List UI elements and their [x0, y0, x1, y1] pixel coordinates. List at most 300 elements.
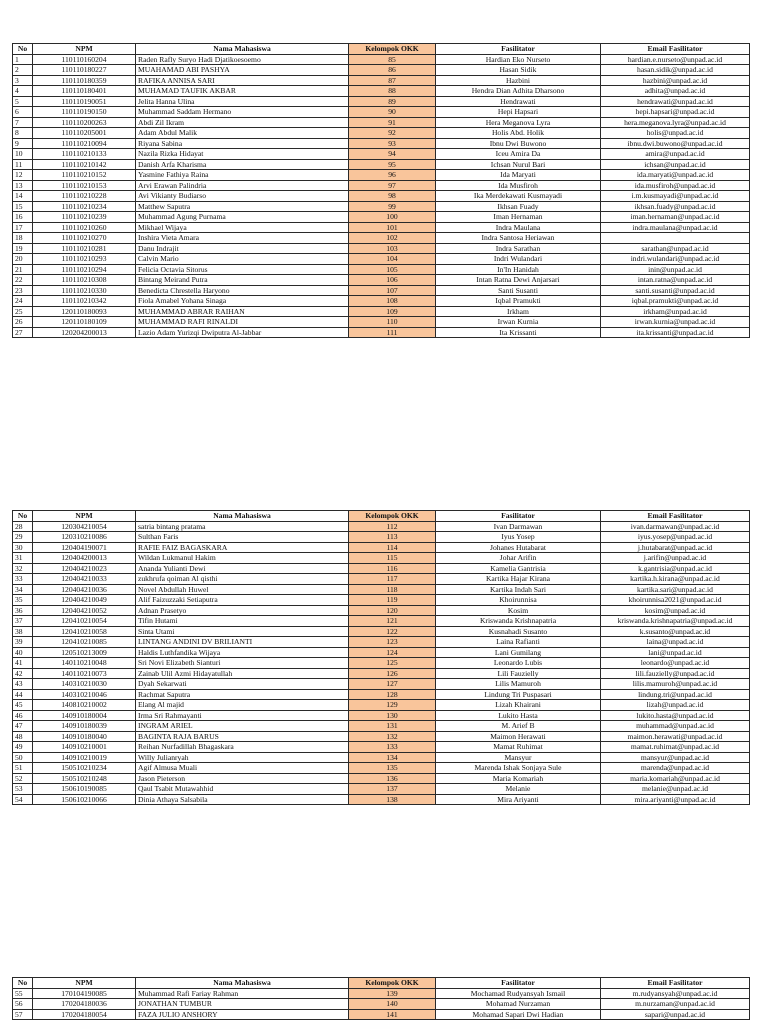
- cell-fasilitator: Ida Musfiroh: [436, 180, 601, 191]
- table-row: [13, 752, 750, 763]
- cell-npm: 110110160204: [33, 54, 136, 65]
- cell-email: m.rudyansyah@unpad.ac.id: [601, 988, 750, 999]
- cell-npm: 110110210294: [33, 264, 136, 275]
- cell-okk: 121: [349, 616, 436, 627]
- cell-fasilitator: Marenda Ishak Sonjaya Sule: [436, 763, 601, 774]
- cell-fasilitator: Indri Wulandari: [436, 254, 601, 265]
- cell-fasilitator: Kriswanda Krishnapatria: [436, 616, 601, 627]
- cell-email: sarathan@unpad.ac.id: [601, 243, 750, 254]
- cell-no: 16: [13, 212, 33, 223]
- cell-nama: Rachmat Saputra: [136, 689, 349, 700]
- cell-nama: Dinia Athaya Salsabila: [136, 794, 349, 805]
- cell-nama: Muhammad Rafi Fariay Rahman: [136, 988, 349, 999]
- cell-email: ibnu.dwi.buwono@unpad.ac.id: [601, 138, 750, 149]
- cell-okk: 135: [349, 763, 436, 774]
- cell-fasilitator: Laina Rafianti: [436, 637, 601, 648]
- cell-email: melanie@unpad.ac.id: [601, 784, 750, 795]
- cell-no: 56: [13, 999, 33, 1010]
- cell-nama: Sinta Utami: [136, 626, 349, 637]
- table-row: [13, 742, 750, 753]
- cell-nama: satria bintang pratama: [136, 521, 349, 532]
- cell-fasilitator: Kosim: [436, 605, 601, 616]
- cell-email: kartika.sari@unpad.ac.id: [601, 584, 750, 595]
- cell-no: 18: [13, 233, 33, 244]
- table-row: [13, 574, 750, 585]
- table-row: [13, 96, 750, 107]
- cell-no: 5: [13, 96, 33, 107]
- cell-npm: 110110210281: [33, 243, 136, 254]
- cell-npm: 170204180036: [33, 999, 136, 1010]
- cell-okk: 128: [349, 689, 436, 700]
- cell-nama: Inshira Vieta Amara: [136, 233, 349, 244]
- cell-email: ivan.darmawan@unpad.ac.id: [601, 521, 750, 532]
- cell-nama: Matthew Saputra: [136, 201, 349, 212]
- cell-fasilitator: M. Arief B: [436, 721, 601, 732]
- cell-okk: 117: [349, 574, 436, 585]
- cell-okk: 137: [349, 784, 436, 795]
- cell-fasilitator: Ida Maryati: [436, 170, 601, 181]
- cell-no: 21: [13, 264, 33, 275]
- cell-email: indri.wulandari@unpad.ac.id: [601, 254, 750, 265]
- cell-fasilitator: Lili Fauzielly: [436, 668, 601, 679]
- table-row: [13, 584, 750, 595]
- cell-no: 7: [13, 117, 33, 128]
- table-row: [13, 988, 750, 999]
- cell-no: 40: [13, 647, 33, 658]
- table-row: [13, 138, 750, 149]
- cell-fasilitator: Lizah Khairani: [436, 700, 601, 711]
- cell-fasilitator: Ivan Darmawan: [436, 521, 601, 532]
- cell-email: mira.ariyanti@unpad.ac.id: [601, 794, 750, 805]
- header-no: No: [13, 511, 33, 522]
- cell-email: intan.ratna@unpad.ac.id: [601, 275, 750, 286]
- cell-okk: 134: [349, 752, 436, 763]
- cell-no: 41: [13, 658, 33, 669]
- cell-npm: 120404190071: [33, 542, 136, 553]
- cell-email: inin@unpad.ac.id: [601, 264, 750, 275]
- cell-npm: 140910180040: [33, 731, 136, 742]
- cell-okk: 106: [349, 275, 436, 286]
- cell-no: 26: [13, 317, 33, 328]
- cell-fasilitator: Kartika Hajar Kirana: [436, 574, 601, 585]
- cell-nama: Willy Julianryah: [136, 752, 349, 763]
- cell-nama: MUHAMMAD ABRAR RAIHAN: [136, 306, 349, 317]
- table-row: [13, 689, 750, 700]
- cell-nama: Felicia Octavia Sitorus: [136, 264, 349, 275]
- cell-fasilitator: Holis Abd. Holik: [436, 128, 601, 139]
- cell-nama: Calvin Mario: [136, 254, 349, 265]
- table-row: [13, 784, 750, 795]
- cell-fasilitator: Iyus Yosep: [436, 532, 601, 543]
- cell-okk: 88: [349, 86, 436, 97]
- cell-nama: Benedicta Chrestella Haryono: [136, 285, 349, 296]
- cell-npm: 110110205001: [33, 128, 136, 139]
- cell-email: ichsan@unpad.ac.id: [601, 159, 750, 170]
- header-email: Email Fasilitator: [601, 978, 750, 989]
- cell-npm: 140310210030: [33, 679, 136, 690]
- cell-nama: Elang Al majid: [136, 700, 349, 711]
- cell-fasilitator: Intan Ratna Dewi Anjarsari: [436, 275, 601, 286]
- cell-nama: Mikhael Wijaya: [136, 222, 349, 233]
- cell-no: 33: [13, 574, 33, 585]
- table-row: [13, 65, 750, 76]
- cell-nama: Arvi Erawan Palindria: [136, 180, 349, 191]
- cell-email: ikhsan.fuady@unpad.ac.id: [601, 201, 750, 212]
- cell-no: 11: [13, 159, 33, 170]
- cell-npm: 120310210086: [33, 532, 136, 543]
- okk-table-1: [12, 43, 750, 338]
- cell-okk: 89: [349, 96, 436, 107]
- cell-npm: 110110210270: [33, 233, 136, 244]
- cell-nama: zukhrufa qoiman Al qisthi: [136, 574, 349, 585]
- cell-okk: 110: [349, 317, 436, 328]
- table-row: [13, 532, 750, 543]
- cell-npm: 110110210239: [33, 212, 136, 223]
- cell-email: mansyur@unpad.ac.id: [601, 752, 750, 763]
- cell-nama: JONATHAN TUMBUR: [136, 999, 349, 1010]
- table-row: [13, 700, 750, 711]
- cell-no: 52: [13, 773, 33, 784]
- cell-npm: 120410210058: [33, 626, 136, 637]
- cell-fasilitator: Lilis Mamuroh: [436, 679, 601, 690]
- cell-okk: 114: [349, 542, 436, 553]
- cell-email: iqbal.pramukti@unpad.ac.id: [601, 296, 750, 307]
- cell-no: 47: [13, 721, 33, 732]
- cell-no: 35: [13, 595, 33, 606]
- cell-fasilitator: Maimon Herawati: [436, 731, 601, 742]
- cell-email: adhita@unpad.ac.id: [601, 86, 750, 97]
- cell-email: kosim@unpad.ac.id: [601, 605, 750, 616]
- header-email: Email Fasilitator: [601, 511, 750, 522]
- cell-no: 17: [13, 222, 33, 233]
- table-row: [13, 222, 750, 233]
- cell-no: 31: [13, 553, 33, 564]
- cell-npm: 120404210036: [33, 584, 136, 595]
- cell-nama: BAGINTA RAJA BARUS: [136, 731, 349, 742]
- header-npm: NPM: [33, 511, 136, 522]
- cell-fasilitator: Ibnu Dwi Buwono: [436, 138, 601, 149]
- table-row: [13, 149, 750, 160]
- cell-okk: 122: [349, 626, 436, 637]
- header-fasilitator: Fasilitator: [436, 511, 601, 522]
- table-row: [13, 763, 750, 774]
- cell-okk: 139: [349, 988, 436, 999]
- cell-npm: 120404210049: [33, 595, 136, 606]
- cell-okk: 127: [349, 679, 436, 690]
- cell-no: 53: [13, 784, 33, 795]
- table-row: [13, 180, 750, 191]
- cell-email: leonardo@unpad.ac.id: [601, 658, 750, 669]
- table-row: [13, 605, 750, 616]
- okk-table-2: [12, 510, 750, 805]
- cell-no: 1: [13, 54, 33, 65]
- cell-npm: 110110180227: [33, 65, 136, 76]
- cell-fasilitator: Hazbini: [436, 75, 601, 86]
- cell-fasilitator: Indra Sarathan: [436, 243, 601, 254]
- header-fasilitator: Fasilitator: [436, 44, 601, 55]
- cell-fasilitator: Mira Ariyanti: [436, 794, 601, 805]
- cell-nama: RAFIKA ANNISA SARI: [136, 75, 349, 86]
- table-row: [13, 254, 750, 265]
- cell-fasilitator: Mamat Ruhimat: [436, 742, 601, 753]
- header-nama: Nama Mahasiswa: [136, 978, 349, 989]
- cell-nama: Qaul Tsabit Mutawahhid: [136, 784, 349, 795]
- cell-no: 12: [13, 170, 33, 181]
- cell-fasilitator: Khoirunnisa: [436, 595, 601, 606]
- cell-email: holis@unpad.ac.id: [601, 128, 750, 139]
- cell-okk: 116: [349, 563, 436, 574]
- cell-email: maria.komariah@unpad.ac.id: [601, 773, 750, 784]
- cell-no: 14: [13, 191, 33, 202]
- table-row: [13, 327, 750, 338]
- cell-fasilitator: Hepi Hapsari: [436, 107, 601, 118]
- cell-fasilitator: Iceu Amira Da: [436, 149, 601, 160]
- cell-no: 46: [13, 710, 33, 721]
- cell-email: lani@unpad.ac.id: [601, 647, 750, 658]
- cell-no: 48: [13, 731, 33, 742]
- cell-fasilitator: Mochamad Rudyansyah Ismail: [436, 988, 601, 999]
- cell-npm: 110110180359: [33, 75, 136, 86]
- cell-okk: 87: [349, 75, 436, 86]
- cell-nama: Haldis Luthfandika Wijaya: [136, 647, 349, 658]
- table-row: [13, 679, 750, 690]
- cell-okk: 91: [349, 117, 436, 128]
- cell-okk: 129: [349, 700, 436, 711]
- cell-fasilitator: Iqbal Pramukti: [436, 296, 601, 307]
- cell-npm: 120404210052: [33, 605, 136, 616]
- cell-nama: Lazio Adam Yurizqi Dwiputra Al-Jabbar: [136, 327, 349, 338]
- cell-nama: Agif Almusa Muali: [136, 763, 349, 774]
- header-email: Email Fasilitator: [601, 44, 750, 55]
- cell-npm: 140110210048: [33, 658, 136, 669]
- cell-okk: 140: [349, 999, 436, 1010]
- header-row: [13, 511, 750, 522]
- cell-okk: 86: [349, 65, 436, 76]
- cell-npm: 110110210308: [33, 275, 136, 286]
- table-row: [13, 128, 750, 139]
- cell-email: hendrawati@unpad.ac.id: [601, 96, 750, 107]
- cell-email: lukito.hasta@unpad.ac.id: [601, 710, 750, 721]
- cell-npm: 120404200013: [33, 553, 136, 564]
- table-row: [13, 264, 750, 275]
- table-row: [13, 553, 750, 564]
- cell-no: 43: [13, 679, 33, 690]
- table-row: [13, 521, 750, 532]
- cell-npm: 110110210094: [33, 138, 136, 149]
- cell-okk: 93: [349, 138, 436, 149]
- cell-npm: 140310210046: [33, 689, 136, 700]
- cell-okk: 85: [349, 54, 436, 65]
- cell-email: santi.susanti@unpad.ac.id: [601, 285, 750, 296]
- cell-npm: 120510213009: [33, 647, 136, 658]
- cell-npm: 140910210019: [33, 752, 136, 763]
- table-row: [13, 731, 750, 742]
- table-row: [13, 721, 750, 732]
- cell-nama: Jason Pieterson: [136, 773, 349, 784]
- cell-okk: 108: [349, 296, 436, 307]
- cell-email: lili.fauzielly@unpad.ac.id: [601, 668, 750, 679]
- cell-email: iman.hernaman@unpad.ac.id: [601, 212, 750, 223]
- cell-no: 34: [13, 584, 33, 595]
- cell-okk: 132: [349, 731, 436, 742]
- header-npm: NPM: [33, 978, 136, 989]
- cell-no: 36: [13, 605, 33, 616]
- cell-npm: 110110210293: [33, 254, 136, 265]
- cell-no: 50: [13, 752, 33, 763]
- cell-email: ida.musfiroh@unpad.ac.id: [601, 180, 750, 191]
- cell-fasilitator: Irkham: [436, 306, 601, 317]
- cell-nama: Raden Rafly Suryo Hadi Djatikoesoemo: [136, 54, 349, 65]
- cell-okk: 124: [349, 647, 436, 658]
- cell-nama: Sulthan Faris: [136, 532, 349, 543]
- cell-fasilitator: Lukito Hasta: [436, 710, 601, 721]
- cell-email: lindung.tri@unpad.ac.id: [601, 689, 750, 700]
- cell-fasilitator: Hardian Eko Nurseto: [436, 54, 601, 65]
- cell-email: indra.maulana@unpad.ac.id: [601, 222, 750, 233]
- cell-email: mamat.ruhimat@unpad.ac.id: [601, 742, 750, 753]
- cell-no: 42: [13, 668, 33, 679]
- cell-okk: 138: [349, 794, 436, 805]
- table-row: [13, 107, 750, 118]
- cell-email: iyus.yosep@unpad.ac.id: [601, 532, 750, 543]
- cell-email: k.susanto@unpad.ac.id: [601, 626, 750, 637]
- cell-npm: 110110200263: [33, 117, 136, 128]
- cell-email: marenda@unpad.ac.id: [601, 763, 750, 774]
- cell-okk: 111: [349, 327, 436, 338]
- cell-npm: 140110210073: [33, 668, 136, 679]
- cell-fasilitator: In'In Hanidah: [436, 264, 601, 275]
- cell-fasilitator: Mansyur: [436, 752, 601, 763]
- cell-fasilitator: Hendra Dian Adhita Dharsono: [436, 86, 601, 97]
- cell-no: 24: [13, 296, 33, 307]
- cell-email: [601, 233, 750, 244]
- cell-no: 44: [13, 689, 33, 700]
- cell-no: 27: [13, 327, 33, 338]
- cell-email: sapari@unpad.ac.id: [601, 1009, 750, 1020]
- cell-npm: 120204200013: [33, 327, 136, 338]
- cell-email: muhammad@unpad.ac.id: [601, 721, 750, 732]
- cell-email: j.arifin@unpad.ac.id: [601, 553, 750, 564]
- cell-nama: MUHAMMAD RAFI RINALDI: [136, 317, 349, 328]
- table-row: [13, 794, 750, 805]
- cell-npm: 110110210234: [33, 201, 136, 212]
- cell-nama: Tifin Hutami: [136, 616, 349, 627]
- cell-okk: 97: [349, 180, 436, 191]
- cell-fasilitator: Irwan Kurnia: [436, 317, 601, 328]
- cell-npm: 110110190051: [33, 96, 136, 107]
- table-row: [13, 117, 750, 128]
- cell-nama: Muhammad Saddam Hermano: [136, 107, 349, 118]
- cell-fasilitator: Mohamad Sapari Dwi Hadian: [436, 1009, 601, 1020]
- cell-no: 55: [13, 988, 33, 999]
- table-row: [13, 201, 750, 212]
- cell-okk: 95: [349, 159, 436, 170]
- cell-email: amira@unpad.ac.id: [601, 149, 750, 160]
- cell-npm: 120110180109: [33, 317, 136, 328]
- cell-npm: 120110180093: [33, 306, 136, 317]
- cell-okk: 101: [349, 222, 436, 233]
- cell-no: 8: [13, 128, 33, 139]
- cell-fasilitator: Hendrawati: [436, 96, 601, 107]
- header-fasilitator: Fasilitator: [436, 978, 601, 989]
- cell-okk: 98: [349, 191, 436, 202]
- cell-fasilitator: Lindung Tri Puspasari: [436, 689, 601, 700]
- cell-npm: 120304210054: [33, 521, 136, 532]
- cell-nama: Nazila Rizka Hidayat: [136, 149, 349, 160]
- cell-okk: 102: [349, 233, 436, 244]
- cell-no: 10: [13, 149, 33, 160]
- cell-npm: 110110210330: [33, 285, 136, 296]
- cell-npm: 110110210133: [33, 149, 136, 160]
- cell-nama: Adnan Prasetyo: [136, 605, 349, 616]
- cell-no: 39: [13, 637, 33, 648]
- cell-nama: LINTANG ANDINI DV BRILIANTI: [136, 637, 349, 648]
- cell-email: hepi.hapsari@unpad.ac.id: [601, 107, 750, 118]
- cell-no: 38: [13, 626, 33, 637]
- cell-no: 23: [13, 285, 33, 296]
- cell-npm: 170104190085: [33, 988, 136, 999]
- cell-okk: 119: [349, 595, 436, 606]
- cell-email: i.m.kusmayadi@unpad.ac.id: [601, 191, 750, 202]
- table-row: [13, 542, 750, 553]
- cell-nama: Danu Indrajit: [136, 243, 349, 254]
- table-row: [13, 212, 750, 223]
- cell-nama: Yasmine Fathiya Raina: [136, 170, 349, 181]
- cell-okk: 136: [349, 773, 436, 784]
- cell-email: hardian.e.nurseto@unpad.ac.id: [601, 54, 750, 65]
- header-npm: NPM: [33, 44, 136, 55]
- cell-okk: 141: [349, 1009, 436, 1020]
- cell-npm: 150610190085: [33, 784, 136, 795]
- cell-npm: 150610210066: [33, 794, 136, 805]
- cell-nama: FAZA JULIO ANSHORY: [136, 1009, 349, 1020]
- cell-okk: 103: [349, 243, 436, 254]
- cell-email: irkham@unpad.ac.id: [601, 306, 750, 317]
- table-row: [13, 306, 750, 317]
- header-no: No: [13, 44, 33, 55]
- cell-no: 49: [13, 742, 33, 753]
- cell-email: irwan.kurnia@unpad.ac.id: [601, 317, 750, 328]
- cell-nama: Wildan Lukmanul Hakim: [136, 553, 349, 564]
- cell-npm: 140910180039: [33, 721, 136, 732]
- cell-nama: INGRAM ARIEL: [136, 721, 349, 732]
- cell-email: hera.meganova.lyra@unpad.ac.id: [601, 117, 750, 128]
- table-row: [13, 233, 750, 244]
- cell-nama: Bintang Meirand Putra: [136, 275, 349, 286]
- cell-npm: 110110180401: [33, 86, 136, 97]
- cell-nama: Riyana Sabina: [136, 138, 349, 149]
- cell-email: ita.krissanti@unpad.ac.id: [601, 327, 750, 338]
- header-row: [13, 978, 750, 989]
- cell-npm: 120404210033: [33, 574, 136, 585]
- cell-nama: Avi Vikianty Budiarso: [136, 191, 349, 202]
- cell-okk: 126: [349, 668, 436, 679]
- cell-no: 29: [13, 532, 33, 543]
- table-row: [13, 773, 750, 784]
- table-row: [13, 710, 750, 721]
- table-row: [13, 317, 750, 328]
- cell-email: lilis.mamuroh@unpad.ac.id: [601, 679, 750, 690]
- cell-nama: Alif Faizuzzaki Setiaputra: [136, 595, 349, 606]
- table-row: [13, 563, 750, 574]
- cell-fasilitator: Ika Merdekawati Kusmayadi: [436, 191, 601, 202]
- cell-no: 2: [13, 65, 33, 76]
- cell-no: 3: [13, 75, 33, 86]
- cell-no: 19: [13, 243, 33, 254]
- cell-okk: 100: [349, 212, 436, 223]
- table-row: [13, 668, 750, 679]
- cell-nama: Zainab Ulil Azmi Hidayatullah: [136, 668, 349, 679]
